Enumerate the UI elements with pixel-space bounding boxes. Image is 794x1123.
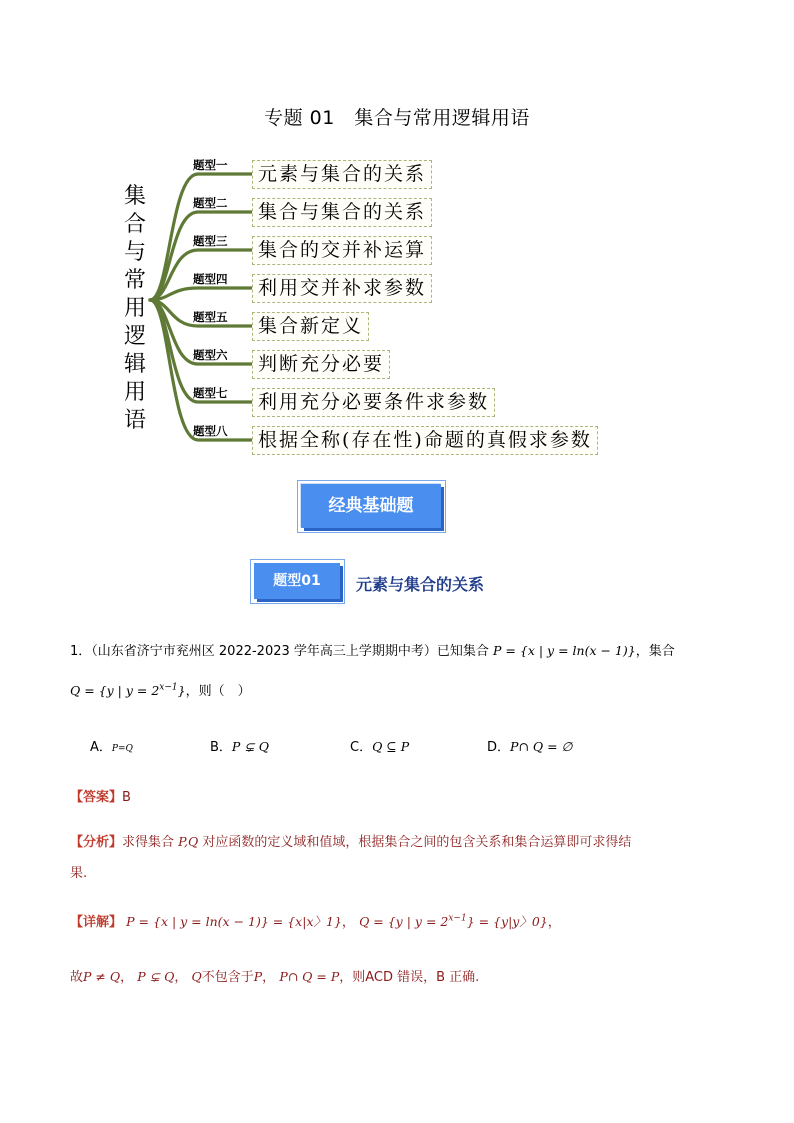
option-b[interactable] bbox=[210, 736, 269, 755]
analysis-text-a: 求得集合 bbox=[122, 835, 175, 850]
branch-box: 利用充分必要条件求参数 bbox=[252, 388, 495, 417]
detail-q-expr: Q = {y | y = 2 bbox=[359, 914, 449, 929]
detail-conclusion: 故P ≠ Q， P ⊊ Q， Q不包含于P， P∩ Q = P，则ACD 错误，B 正确. bbox=[70, 969, 480, 985]
option-letter: A． bbox=[90, 740, 112, 755]
root-char: 与 bbox=[123, 240, 146, 265]
analysis-text-b: 对应函数的定义域和值域，根据集合之间的包含关系和集合运算即可求得结 bbox=[202, 835, 632, 850]
branch-label: 题型四 bbox=[193, 272, 228, 286]
option-c[interactable] bbox=[350, 736, 409, 755]
detail-end: ， bbox=[547, 915, 561, 930]
branch-label: 题型七 bbox=[193, 386, 228, 400]
conclusion-prefix: 故 bbox=[70, 970, 84, 985]
root-char: 语 bbox=[123, 408, 146, 433]
question-source: 1．（山东省济宁市兖州区 2022-2023 学年高三上学期期中考）已知集合 bbox=[70, 644, 489, 659]
option-expr: P=Q bbox=[111, 744, 133, 754]
option-a[interactable] bbox=[90, 736, 133, 755]
branch-box: 判断充分必要 bbox=[252, 350, 390, 379]
branch-box: 利用交并补求参数 bbox=[252, 274, 432, 303]
conclusion-c3: Q bbox=[191, 969, 202, 984]
branch-box: 元素与集合的关系 bbox=[252, 160, 432, 189]
analysis-line-1 bbox=[70, 831, 631, 850]
conclusion-c1: P ≠ Q bbox=[83, 969, 121, 984]
option-letter: D． bbox=[487, 740, 511, 755]
detail-tag: 【详解】 bbox=[70, 915, 123, 930]
branch-label: 题型六 bbox=[193, 348, 228, 362]
option-expr: P ⊊ Q bbox=[231, 739, 270, 754]
answer-tag: 【答案】 bbox=[70, 790, 123, 805]
analysis-tag: 【分析】 bbox=[70, 835, 123, 850]
set-q-exponent: x−1 bbox=[159, 682, 178, 693]
option-expr: Q ⊆ P bbox=[372, 739, 410, 754]
branch-label: 题型八 bbox=[193, 424, 228, 438]
root-char: 逻 bbox=[123, 324, 146, 349]
analysis-sets: P,Q bbox=[178, 834, 199, 849]
root-char: 辑 bbox=[123, 352, 146, 377]
conclusion-c4: P∩ Q = P bbox=[279, 969, 340, 984]
conclusion-c2: P ⊊ Q bbox=[137, 969, 175, 984]
question-line-2 bbox=[70, 680, 251, 699]
question-line-1 bbox=[70, 640, 675, 659]
branch-label: 题型三 bbox=[193, 234, 228, 248]
branch-box: 集合与集合的关系 bbox=[252, 198, 432, 227]
set-q-definition: Q = {y | y = 2 bbox=[70, 683, 160, 698]
branch-box: 集合新定义 bbox=[252, 312, 369, 341]
detail-sep: ， bbox=[341, 915, 355, 930]
root-char: 合 bbox=[123, 212, 146, 237]
conclusion-suffix: ，则ACD 错误，B 正确. bbox=[339, 970, 480, 985]
mind-map-root bbox=[121, 183, 149, 435]
conclusion-c3-p: P bbox=[253, 969, 263, 984]
detail-line-1 bbox=[70, 911, 561, 930]
set-p-definition: P = {x | y = ln(x − 1)} bbox=[493, 643, 636, 658]
type-title: 元素与集合的关系 bbox=[356, 575, 485, 594]
branch-box: 集合的交并补运算 bbox=[252, 236, 432, 265]
option-d[interactable] bbox=[487, 736, 572, 755]
answer-line bbox=[70, 786, 131, 805]
detail-q-expr-end: } = {y|y〉0} bbox=[466, 914, 548, 929]
option-letter: B． bbox=[210, 740, 232, 755]
branch-label: 题型二 bbox=[193, 196, 228, 210]
question-tail: ，则（ ） bbox=[185, 684, 251, 699]
analysis-line-2: 果. bbox=[70, 866, 88, 881]
page-title: 专题 01 集合与常用逻辑用语 bbox=[264, 107, 530, 129]
option-letter: C． bbox=[350, 740, 373, 755]
branch-box: 根据全称(存在性)命题的真假求参数 bbox=[252, 426, 598, 455]
detail-p-expr: P = {x | y = ln(x − 1)} = {x|x〉1} bbox=[126, 914, 342, 929]
root-char: 用 bbox=[123, 296, 146, 321]
question-connector: ，集合 bbox=[635, 644, 675, 659]
branch-label: 题型五 bbox=[193, 310, 228, 324]
conclusion-c3-text: 不包含于 bbox=[201, 970, 254, 985]
branch-label: 题型一 bbox=[193, 158, 228, 172]
root-char: 集 bbox=[123, 184, 146, 209]
detail-q-exponent: x−1 bbox=[448, 913, 467, 924]
set-q-close: } bbox=[177, 683, 186, 698]
root-char: 用 bbox=[123, 380, 146, 405]
option-expr: P∩ Q = ∅ bbox=[510, 739, 573, 754]
classic-banner: 经典基础题 bbox=[301, 484, 441, 528]
type-badge: 题型01 bbox=[254, 563, 340, 599]
answer-value: B bbox=[122, 790, 131, 805]
root-char: 常 bbox=[123, 268, 146, 293]
